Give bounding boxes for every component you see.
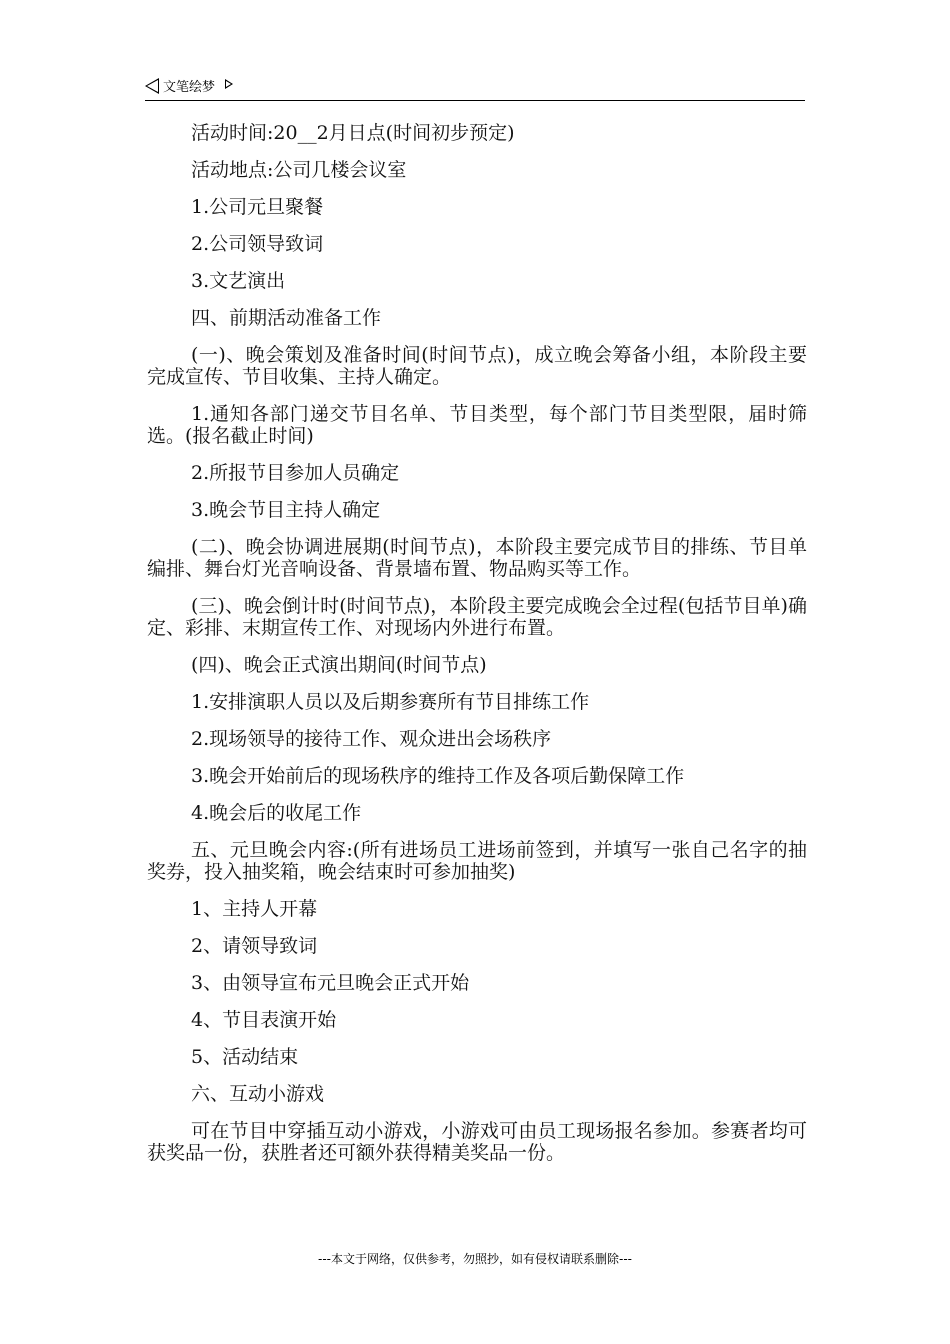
brand-logo [145, 76, 233, 95]
paragraph: 3.文艺演出 [191, 270, 286, 292]
paragraph: (一)、晚会策划及准备时间(时间节点)，成立晚会筹备小组，本阶段主要完成宣传、节目收集、主持人确定。 [147, 344, 807, 388]
paragraph: (二)、晚会协调进展期(时间节点)，本阶段主要完成节目的排练、节目单编排、舞台灯光音响设备、背景墙布置、物品购买等工作。 [147, 536, 807, 580]
page-header [145, 74, 805, 101]
document-body [147, 122, 807, 1179]
paragraph: 2.所报节目参加人员确定 [191, 462, 400, 484]
paragraph: 1.通知各部门递交节目名单、节目类型，每个部门节目类型限，届时筛选。(报名截止时间) [147, 403, 807, 447]
paragraph: 1.安排演职人员以及后期参赛所有节目排练工作 [191, 691, 590, 713]
page-footer: ---本文于网络，仅供参考，勿照抄，如有侵权请联系删除--- [318, 1252, 632, 1266]
paragraph: (四)、晚会正式演出期间(时间节点) [191, 654, 487, 676]
triangle-right-icon [225, 79, 233, 89]
section-heading: 六、互动小游戏 [191, 1083, 325, 1105]
paragraph: 2.现场领导的接待工作、观众进出会场秩序 [191, 728, 552, 750]
paragraph: 1、主持人开幕 [191, 898, 318, 920]
paragraph: 3.晚会节目主持人确定 [191, 499, 381, 521]
paragraph: (三)、晚会倒计时(时间节点)，本阶段主要完成晚会全过程(包括节目单)确定、彩排、末期宣传工作、对现场内外进行布置。 [147, 595, 807, 639]
paragraph: 可在节目中穿插互动小游戏，小游戏可由员工现场报名参加。参赛者均可获奖品一份，获胜者还可额外获得精美奖品一份。 [147, 1120, 807, 1164]
section-heading: 五、元旦晚会内容:(所有进场员工进场前签到，并填写一张自己名字的抽奖券，投入抽奖箱，晚会结束时可参加抽奖) [147, 839, 807, 883]
paragraph: 4.晚会后的收尾工作 [191, 802, 362, 824]
section-heading: 四、前期活动准备工作 [191, 307, 382, 329]
paragraph: 4、节目表演开始 [191, 1009, 337, 1031]
paragraph: 5、活动结束 [191, 1046, 299, 1068]
paragraph: 活动地点:公司几楼会议室 [191, 159, 407, 181]
paragraph: 活动时间:20__2月日点(时间初步预定) [191, 122, 515, 144]
paragraph: 3.晚会开始前后的现场秩序的维持工作及各项后勤保障工作 [191, 765, 685, 787]
paragraph: 1.公司元旦聚餐 [191, 196, 324, 218]
paragraph: 3、由领导宣布元旦晚会正式开始 [191, 972, 470, 994]
triangle-left-icon [145, 78, 159, 94]
paragraph: 2.公司领导致词 [191, 233, 324, 255]
brand-name: 文笔绘梦 [163, 80, 216, 95]
paragraph: 2、请领导致词 [191, 935, 318, 957]
